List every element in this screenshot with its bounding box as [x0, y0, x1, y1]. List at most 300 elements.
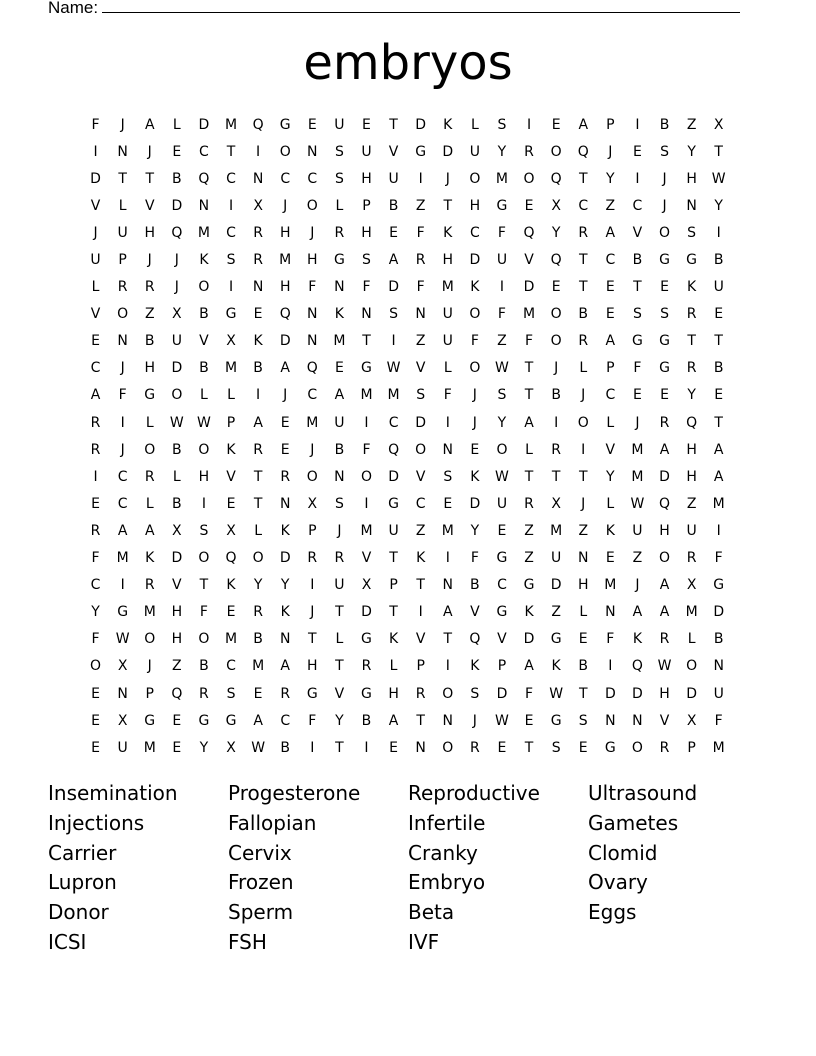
grid-letter[interactable]: B: [199, 360, 209, 377]
grid-letter[interactable]: E: [226, 604, 236, 621]
grid-letter[interactable]: I: [445, 414, 450, 431]
grid-letter[interactable]: S: [226, 685, 236, 702]
grid-letter[interactable]: I: [310, 739, 315, 756]
grid-letter[interactable]: T: [308, 631, 317, 648]
grid-letter[interactable]: O: [550, 333, 562, 350]
grid-letter[interactable]: K: [632, 631, 643, 648]
grid-letter[interactable]: S: [497, 116, 507, 133]
grid-letter[interactable]: U: [334, 116, 345, 133]
grid-letter[interactable]: R: [659, 414, 670, 431]
grid-letter[interactable]: E: [226, 495, 236, 512]
grid-letter[interactable]: S: [497, 387, 507, 404]
grid-letter[interactable]: Z: [632, 550, 643, 567]
grid-letter[interactable]: L: [606, 495, 615, 512]
grid-letter[interactable]: W: [197, 414, 211, 431]
grid-letter[interactable]: M: [224, 116, 238, 133]
grid-letter[interactable]: W: [386, 360, 401, 377]
grid-letter[interactable]: B: [551, 387, 561, 404]
grid-letter[interactable]: Q: [577, 143, 589, 160]
grid-letter[interactable]: H: [361, 170, 372, 187]
grid-letter[interactable]: R: [307, 550, 318, 567]
grid-letter[interactable]: R: [361, 658, 372, 675]
grid-letter[interactable]: N: [117, 333, 128, 350]
grid-letter[interactable]: J: [93, 224, 98, 241]
grid-letter[interactable]: A: [117, 522, 128, 539]
grid-letter[interactable]: J: [581, 387, 586, 404]
grid-letter[interactable]: L: [470, 116, 479, 133]
grid-letter[interactable]: J: [174, 252, 179, 269]
grid-letter[interactable]: E: [172, 712, 182, 729]
grid-letter[interactable]: P: [497, 658, 507, 675]
grid-letter[interactable]: D: [550, 577, 562, 594]
grid-letter[interactable]: S: [362, 252, 371, 269]
grid-letter[interactable]: V: [226, 468, 236, 485]
grid-letter[interactable]: H: [171, 631, 183, 648]
grid-letter[interactable]: Q: [686, 414, 698, 431]
grid-letter[interactable]: S: [660, 306, 669, 323]
grid-letter[interactable]: T: [714, 333, 723, 350]
grid-letter[interactable]: G: [659, 360, 670, 377]
grid-letter[interactable]: H: [686, 441, 697, 458]
grid-letter[interactable]: A: [280, 658, 290, 675]
grid-letter[interactable]: D: [496, 685, 508, 702]
grid-letter[interactable]: C: [605, 387, 616, 404]
grid-letter[interactable]: T: [226, 143, 236, 160]
grid-letter[interactable]: T: [524, 739, 534, 756]
grid-letter[interactable]: K: [226, 577, 236, 594]
grid-letter[interactable]: D: [388, 279, 399, 296]
grid-letter[interactable]: M: [387, 387, 400, 404]
grid-letter[interactable]: J: [445, 170, 450, 187]
grid-letter[interactable]: P: [606, 116, 615, 133]
grid-letter[interactable]: T: [389, 604, 398, 621]
grid-letter[interactable]: A: [144, 522, 155, 539]
grid-letter[interactable]: T: [443, 631, 453, 648]
grid-letter[interactable]: L: [200, 387, 208, 404]
grid-letter[interactable]: X: [551, 495, 561, 512]
grid-letter[interactable]: K: [253, 333, 263, 350]
grid-letter[interactable]: T: [524, 387, 534, 404]
grid-letter[interactable]: J: [472, 712, 477, 729]
grid-letter[interactable]: C: [117, 495, 128, 512]
grid-letter[interactable]: I: [228, 197, 234, 214]
grid-letter[interactable]: S: [660, 143, 669, 160]
grid-letter[interactable]: N: [361, 306, 372, 323]
grid-letter[interactable]: O: [577, 414, 589, 431]
grid-letter[interactable]: X: [551, 197, 561, 214]
grid-letter[interactable]: L: [335, 197, 344, 214]
grid-letter[interactable]: K: [470, 468, 480, 485]
grid-letter[interactable]: D: [279, 333, 291, 350]
grid-letter[interactable]: W: [115, 631, 130, 648]
grid-letter[interactable]: D: [604, 685, 616, 702]
grid-letter[interactable]: B: [632, 252, 643, 269]
grid-letter[interactable]: K: [443, 116, 453, 133]
grid-letter[interactable]: H: [279, 279, 291, 296]
grid-letter[interactable]: K: [388, 631, 399, 648]
grid-letter[interactable]: E: [91, 739, 100, 756]
grid-letter[interactable]: R: [334, 224, 345, 241]
grid-letter[interactable]: M: [224, 360, 238, 377]
grid-letter[interactable]: W: [657, 658, 672, 675]
grid-letter[interactable]: B: [388, 197, 399, 214]
grid-letter[interactable]: D: [469, 252, 481, 269]
grid-letter[interactable]: L: [118, 197, 127, 214]
grid-letter[interactable]: A: [524, 658, 534, 675]
grid-letter[interactable]: A: [388, 252, 399, 269]
grid-letter[interactable]: R: [280, 685, 291, 702]
grid-letter[interactable]: R: [253, 252, 263, 269]
grid-letter[interactable]: Y: [497, 143, 507, 160]
grid-letter[interactable]: U: [496, 252, 508, 269]
grid-letter[interactable]: T: [578, 468, 588, 485]
grid-letter[interactable]: S: [632, 306, 642, 323]
grid-letter[interactable]: R: [686, 360, 697, 377]
grid-letter[interactable]: L: [172, 116, 181, 133]
grid-letter[interactable]: R: [253, 604, 263, 621]
grid-letter[interactable]: G: [631, 333, 643, 350]
grid-letter[interactable]: N: [117, 685, 128, 702]
grid-letter[interactable]: M: [712, 739, 725, 756]
grid-letter[interactable]: O: [659, 224, 671, 241]
grid-letter[interactable]: E: [362, 116, 371, 133]
grid-letter[interactable]: Y: [280, 577, 290, 594]
grid-letter[interactable]: T: [389, 550, 398, 567]
grid-letter[interactable]: R: [90, 441, 101, 458]
name-blank-line[interactable]: [102, 0, 740, 13]
grid-letter[interactable]: R: [469, 739, 480, 756]
grid-letter[interactable]: J: [554, 360, 559, 377]
name-field[interactable]: [48, 0, 740, 18]
grid-letter[interactable]: W: [711, 170, 726, 187]
grid-letter[interactable]: V: [144, 197, 155, 214]
grid-letter[interactable]: K: [199, 252, 209, 269]
grid-letter[interactable]: U: [686, 522, 697, 539]
grid-letter[interactable]: T: [253, 495, 263, 512]
grid-letter[interactable]: R: [578, 333, 589, 350]
grid-letter[interactable]: A: [280, 360, 290, 377]
grid-letter[interactable]: V: [659, 712, 670, 729]
grid-letter[interactable]: T: [199, 577, 209, 594]
grid-letter[interactable]: F: [714, 712, 723, 729]
grid-letter[interactable]: N: [577, 550, 589, 567]
grid-letter[interactable]: T: [253, 468, 263, 485]
grid-letter[interactable]: R: [578, 224, 589, 241]
grid-letter[interactable]: H: [442, 252, 454, 269]
grid-letter[interactable]: C: [117, 468, 128, 485]
grid-letter[interactable]: G: [496, 197, 508, 214]
grid-letter[interactable]: K: [605, 522, 615, 539]
grid-letter[interactable]: T: [578, 170, 588, 187]
grid-letter[interactable]: F: [497, 224, 506, 241]
grid-letter[interactable]: I: [445, 550, 450, 567]
grid-letter[interactable]: Z: [605, 197, 616, 214]
grid-letter[interactable]: A: [253, 414, 263, 431]
grid-letter[interactable]: G: [333, 252, 345, 269]
grid-letter[interactable]: N: [334, 468, 345, 485]
grid-letter[interactable]: L: [525, 441, 533, 458]
grid-letter[interactable]: U: [90, 252, 101, 269]
grid-letter[interactable]: Q: [550, 170, 562, 187]
grid-letter[interactable]: O: [117, 306, 129, 323]
grid-letter[interactable]: E: [91, 712, 100, 729]
grid-letter[interactable]: D: [90, 170, 101, 187]
grid-letter[interactable]: D: [523, 631, 535, 648]
grid-letter[interactable]: U: [334, 577, 345, 594]
grid-letter[interactable]: X: [713, 116, 724, 133]
grid-letter[interactable]: S: [199, 522, 209, 539]
grid-letter[interactable]: A: [524, 414, 534, 431]
grid-letter[interactable]: K: [280, 604, 290, 621]
grid-letter[interactable]: I: [201, 495, 206, 512]
grid-letter[interactable]: S: [389, 306, 399, 323]
grid-letter[interactable]: I: [364, 495, 369, 512]
grid-letter[interactable]: O: [279, 143, 291, 160]
grid-letter[interactable]: P: [416, 658, 425, 675]
grid-letter[interactable]: D: [442, 143, 454, 160]
grid-letter[interactable]: H: [469, 197, 481, 214]
grid-letter[interactable]: I: [228, 279, 234, 296]
grid-letter[interactable]: N: [415, 739, 426, 756]
grid-letter[interactable]: A: [578, 116, 589, 133]
grid-letter[interactable]: M: [197, 224, 210, 241]
grid-letter[interactable]: Q: [388, 441, 400, 458]
grid-letter[interactable]: R: [551, 441, 561, 458]
grid-letter[interactable]: F: [118, 387, 127, 404]
grid-letter[interactable]: D: [388, 468, 399, 485]
grid-letter[interactable]: I: [364, 739, 369, 756]
grid-letter[interactable]: F: [443, 387, 452, 404]
grid-letter[interactable]: F: [91, 116, 100, 133]
grid-letter[interactable]: I: [418, 170, 423, 187]
grid-letter[interactable]: S: [578, 712, 588, 729]
grid-letter[interactable]: R: [334, 550, 345, 567]
grid-letter[interactable]: N: [198, 197, 210, 214]
grid-letter[interactable]: Q: [523, 224, 535, 241]
grid-letter[interactable]: H: [144, 224, 155, 241]
grid-letter[interactable]: T: [714, 414, 723, 431]
grid-letter[interactable]: J: [581, 495, 586, 512]
grid-letter[interactable]: O: [415, 441, 427, 458]
grid-letter[interactable]: U: [117, 224, 128, 241]
grid-letter[interactable]: M: [441, 279, 454, 296]
grid-letter[interactable]: G: [686, 252, 698, 269]
grid-letter[interactable]: T: [362, 333, 371, 350]
grid-letter[interactable]: V: [199, 333, 209, 350]
grid-letter[interactable]: R: [659, 739, 670, 756]
grid-letter[interactable]: R: [415, 252, 426, 269]
grid-letter[interactable]: D: [171, 550, 183, 567]
grid-letter[interactable]: E: [578, 631, 588, 648]
grid-letter[interactable]: M: [116, 550, 129, 567]
grid-letter[interactable]: I: [120, 414, 125, 431]
grid-letter[interactable]: O: [442, 739, 454, 756]
grid-letter[interactable]: X: [686, 712, 697, 729]
grid-letter[interactable]: B: [659, 116, 670, 133]
grid-letter[interactable]: K: [280, 522, 290, 539]
grid-letter[interactable]: C: [415, 495, 426, 512]
grid-letter[interactable]: S: [416, 387, 426, 404]
grid-letter[interactable]: N: [686, 197, 697, 214]
grid-letter[interactable]: M: [550, 522, 563, 539]
grid-letter[interactable]: G: [361, 685, 372, 702]
grid-letter[interactable]: W: [169, 414, 184, 431]
grid-letter[interactable]: D: [171, 197, 183, 214]
grid-letter[interactable]: S: [226, 252, 236, 269]
grid-letter[interactable]: B: [144, 333, 155, 350]
grid-letter[interactable]: S: [470, 685, 480, 702]
grid-letter[interactable]: E: [91, 333, 100, 350]
grid-letter[interactable]: X: [253, 197, 263, 214]
grid-letter[interactable]: E: [253, 306, 263, 323]
grid-letter[interactable]: E: [632, 143, 642, 160]
grid-letter[interactable]: W: [495, 712, 509, 729]
grid-letter[interactable]: G: [306, 685, 318, 702]
grid-letter[interactable]: J: [662, 170, 667, 187]
grid-letter[interactable]: B: [199, 306, 209, 323]
grid-letter[interactable]: L: [606, 414, 615, 431]
grid-letter[interactable]: F: [606, 631, 615, 648]
grid-letter[interactable]: S: [334, 143, 344, 160]
grid-letter[interactable]: U: [442, 333, 453, 350]
grid-letter[interactable]: I: [364, 414, 369, 431]
grid-letter[interactable]: O: [90, 658, 102, 675]
grid-letter[interactable]: Z: [144, 306, 155, 323]
grid-letter[interactable]: J: [635, 414, 640, 431]
grid-letter[interactable]: I: [93, 143, 98, 160]
grid-letter[interactable]: D: [659, 468, 670, 485]
grid-letter[interactable]: Y: [497, 414, 507, 431]
grid-letter[interactable]: Q: [550, 252, 562, 269]
grid-letter[interactable]: Y: [91, 604, 100, 621]
grid-letter[interactable]: C: [226, 224, 236, 241]
grid-letter[interactable]: M: [441, 522, 454, 539]
grid-letter[interactable]: B: [470, 577, 480, 594]
grid-letter[interactable]: O: [631, 739, 643, 756]
grid-letter[interactable]: H: [307, 658, 318, 675]
grid-letter[interactable]: F: [362, 279, 371, 296]
grid-letter[interactable]: A: [253, 712, 263, 729]
grid-letter[interactable]: Z: [551, 604, 561, 621]
grid-letter[interactable]: E: [307, 116, 317, 133]
grid-letter[interactable]: R: [253, 441, 263, 458]
grid-letter[interactable]: H: [171, 604, 183, 621]
grid-letter[interactable]: O: [198, 441, 210, 458]
grid-letter[interactable]: K: [470, 658, 480, 675]
grid-letter[interactable]: M: [143, 739, 156, 756]
grid-letter[interactable]: Q: [198, 170, 210, 187]
grid-letter[interactable]: J: [147, 658, 152, 675]
grid-letter[interactable]: R: [686, 306, 697, 323]
grid-letter[interactable]: H: [144, 360, 155, 377]
grid-letter[interactable]: M: [523, 306, 536, 323]
grid-letter[interactable]: I: [391, 333, 396, 350]
grid-letter[interactable]: O: [523, 170, 535, 187]
grid-letter[interactable]: Z: [524, 550, 534, 567]
grid-letter[interactable]: H: [686, 468, 697, 485]
grid-letter[interactable]: R: [144, 577, 155, 594]
grid-letter[interactable]: F: [416, 224, 425, 241]
grid-letter[interactable]: U: [551, 550, 562, 567]
grid-letter[interactable]: H: [659, 685, 670, 702]
grid-letter[interactable]: Z: [497, 333, 507, 350]
grid-letter[interactable]: G: [361, 360, 372, 377]
grid-letter[interactable]: O: [306, 468, 318, 485]
grid-letter[interactable]: R: [686, 550, 697, 567]
grid-letter[interactable]: X: [686, 577, 697, 594]
grid-letter[interactable]: N: [307, 333, 318, 350]
grid-letter[interactable]: E: [714, 387, 724, 404]
grid-letter[interactable]: U: [713, 685, 724, 702]
grid-letter[interactable]: O: [469, 170, 481, 187]
grid-letter[interactable]: B: [172, 441, 182, 458]
grid-letter[interactable]: Y: [687, 387, 696, 404]
grid-letter[interactable]: Y: [551, 224, 561, 241]
grid-letter[interactable]: F: [714, 550, 723, 567]
grid-letter[interactable]: F: [91, 550, 100, 567]
grid-letter[interactable]: U: [388, 170, 399, 187]
grid-letter[interactable]: X: [226, 739, 236, 756]
grid-letter[interactable]: E: [578, 739, 588, 756]
grid-letter[interactable]: I: [256, 143, 261, 160]
grid-letter[interactable]: N: [713, 658, 724, 675]
grid-letter[interactable]: H: [279, 224, 291, 241]
grid-letter[interactable]: Z: [172, 658, 182, 675]
grid-letter[interactable]: C: [497, 577, 507, 594]
grid-letter[interactable]: G: [388, 495, 399, 512]
grid-letter[interactable]: X: [172, 522, 182, 539]
grid-letter[interactable]: F: [199, 604, 208, 621]
grid-letter[interactable]: R: [659, 631, 670, 648]
grid-letter[interactable]: U: [171, 333, 182, 350]
grid-letter[interactable]: P: [308, 522, 317, 539]
grid-letter[interactable]: D: [632, 685, 643, 702]
grid-letter[interactable]: E: [524, 197, 534, 214]
grid-letter[interactable]: G: [659, 333, 670, 350]
grid-letter[interactable]: I: [445, 658, 450, 675]
grid-letter[interactable]: E: [497, 739, 507, 756]
grid-letter[interactable]: F: [308, 712, 317, 729]
grid-letter[interactable]: U: [469, 143, 480, 160]
grid-letter[interactable]: Z: [686, 116, 697, 133]
grid-letter[interactable]: L: [335, 631, 344, 648]
grid-letter[interactable]: F: [308, 279, 317, 296]
grid-letter[interactable]: T: [633, 279, 642, 296]
grid-letter[interactable]: N: [415, 306, 426, 323]
grid-letter[interactable]: B: [334, 441, 345, 458]
grid-letter[interactable]: L: [687, 631, 696, 648]
grid-letter[interactable]: J: [120, 441, 125, 458]
grid-letter[interactable]: E: [660, 387, 669, 404]
grid-letter[interactable]: F: [91, 631, 100, 648]
grid-letter[interactable]: E: [389, 224, 398, 241]
grid-letter[interactable]: L: [91, 279, 100, 296]
grid-letter[interactable]: Y: [253, 577, 263, 594]
grid-letter[interactable]: L: [254, 522, 263, 539]
grid-letter[interactable]: G: [415, 143, 427, 160]
grid-letter[interactable]: I: [581, 441, 586, 458]
grid-letter[interactable]: K: [334, 306, 344, 323]
grid-letter[interactable]: P: [145, 685, 154, 702]
grid-letter[interactable]: D: [469, 495, 481, 512]
grid-letter[interactable]: K: [226, 441, 236, 458]
grid-letter[interactable]: D: [361, 604, 372, 621]
grid-letter[interactable]: M: [333, 333, 346, 350]
grid-letter[interactable]: E: [172, 143, 182, 160]
grid-letter[interactable]: T: [335, 739, 344, 756]
grid-letter[interactable]: I: [499, 279, 505, 296]
grid-letter[interactable]: M: [685, 604, 698, 621]
